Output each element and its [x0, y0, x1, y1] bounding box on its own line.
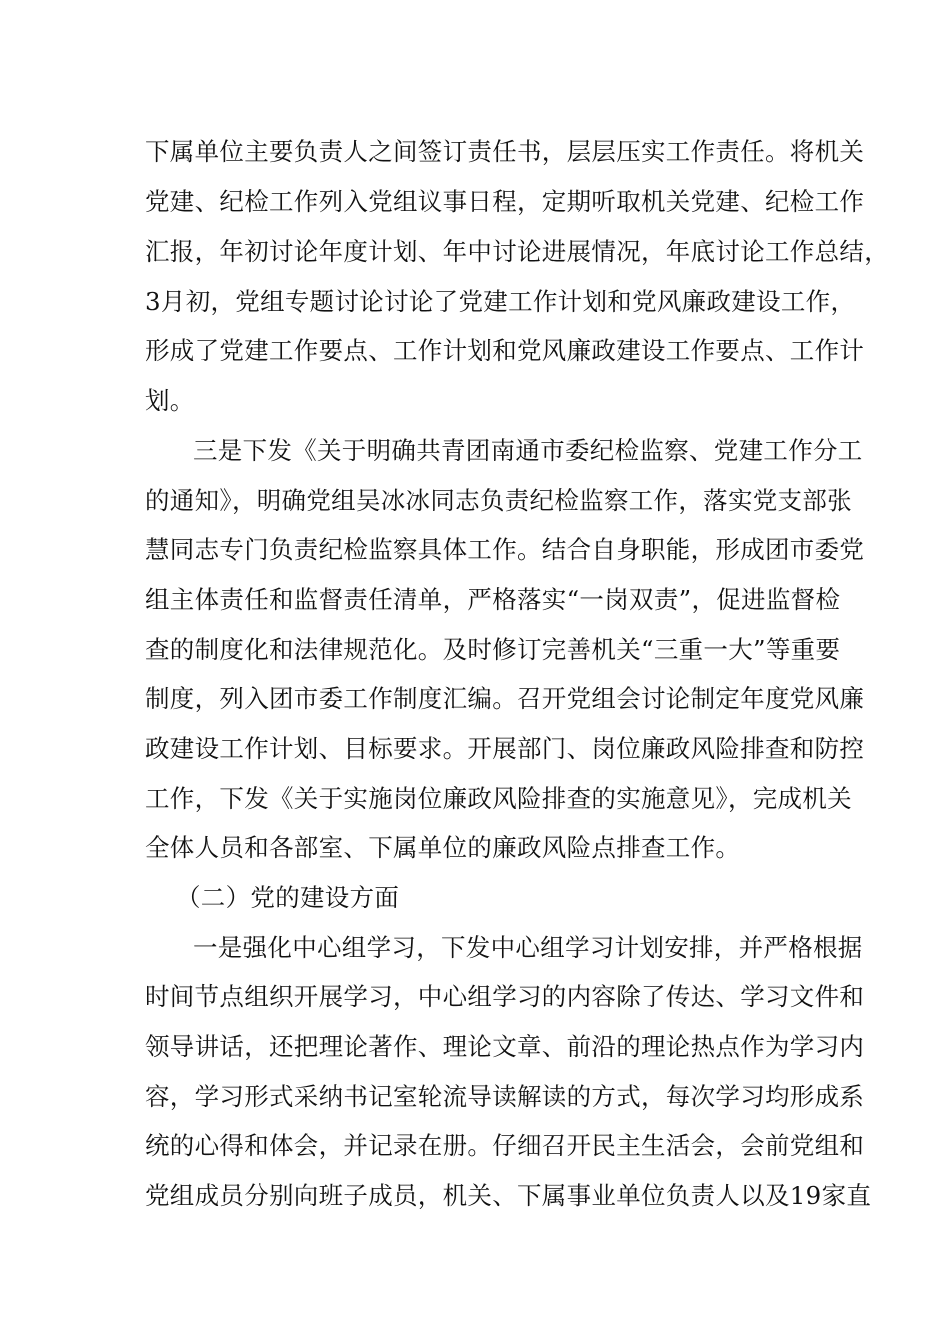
paragraph-first-line: 一是强化中心组学习，下发中心组学习计划安排，并严格根据	[193, 933, 863, 962]
body-text-line: 容，学习形式采纳书记室轮流导读解读的方式，每次学习均形成系	[145, 1082, 865, 1111]
body-text-line: 查的制度化和法律规范化。及时修订完善机关“三重一大”等重要	[145, 635, 841, 664]
body-text-line: 慧同志专门负责纪检监察具体工作。结合自身职能，形成团市委党	[145, 535, 865, 564]
body-text-line: 组主体责任和监督责任清单，严格落实“一岗双责”，促进监督检	[145, 585, 841, 614]
body-text-line: 时间节点组织开展学习，中心组学习的内容除了传达、学习文件和	[145, 982, 865, 1011]
body-text-line: 划。	[145, 386, 195, 415]
body-text-line: 全体人员和各部室、下属单位的廉政风险点排查工作。	[145, 833, 741, 862]
body-text-line: 下属单位主要负责人之间签订责任书，层层压实工作责任。将机关	[145, 137, 865, 166]
body-text-line: 党组成员分别向班子成员，机关、下属事业单位负责人以及19家直	[145, 1181, 872, 1210]
body-text-line: 的通知》，明确党组吴冰冰同志负责纪检监察工作，落实党支部张	[145, 486, 852, 515]
body-text-line: 政建设工作计划、目标要求。开展部门、岗位廉政风险排查和防控	[145, 734, 865, 763]
body-text-line: 形成了党建工作要点、工作计划和党风廉政建设工作要点、工作计	[145, 336, 865, 365]
body-text-line: 领导讲话，还把理论著作、理论文章、前沿的理论热点作为学习内	[145, 1032, 865, 1061]
body-text-line: 制度，列入团市委工作制度汇编。召开党组会讨论制定年度党风廉	[145, 684, 865, 713]
body-text-line: 党建、纪检工作列入党组议事日程，定期听取机关党建、纪检工作	[145, 187, 865, 216]
body-text-line: 3月初，党组专题讨论讨论了党建工作计划和党风廉政建设工作，	[145, 287, 856, 316]
body-text-line: 汇报，年初讨论年度计划、年中讨论进展情况，年底讨论工作总结，	[145, 237, 889, 266]
body-text-line: 统的心得和体会，并记录在册。仔细召开民主生活会，会前党组和	[145, 1131, 865, 1160]
paragraph-first-line: 三是下发《关于明确共青团南通市委纪检监察、党建工作分工	[193, 436, 863, 465]
section-heading: （二）党的建设方面	[176, 883, 400, 912]
body-text-line: 工作，下发《关于实施岗位廉政风险排查的实施意见》，完成机关	[145, 784, 852, 813]
